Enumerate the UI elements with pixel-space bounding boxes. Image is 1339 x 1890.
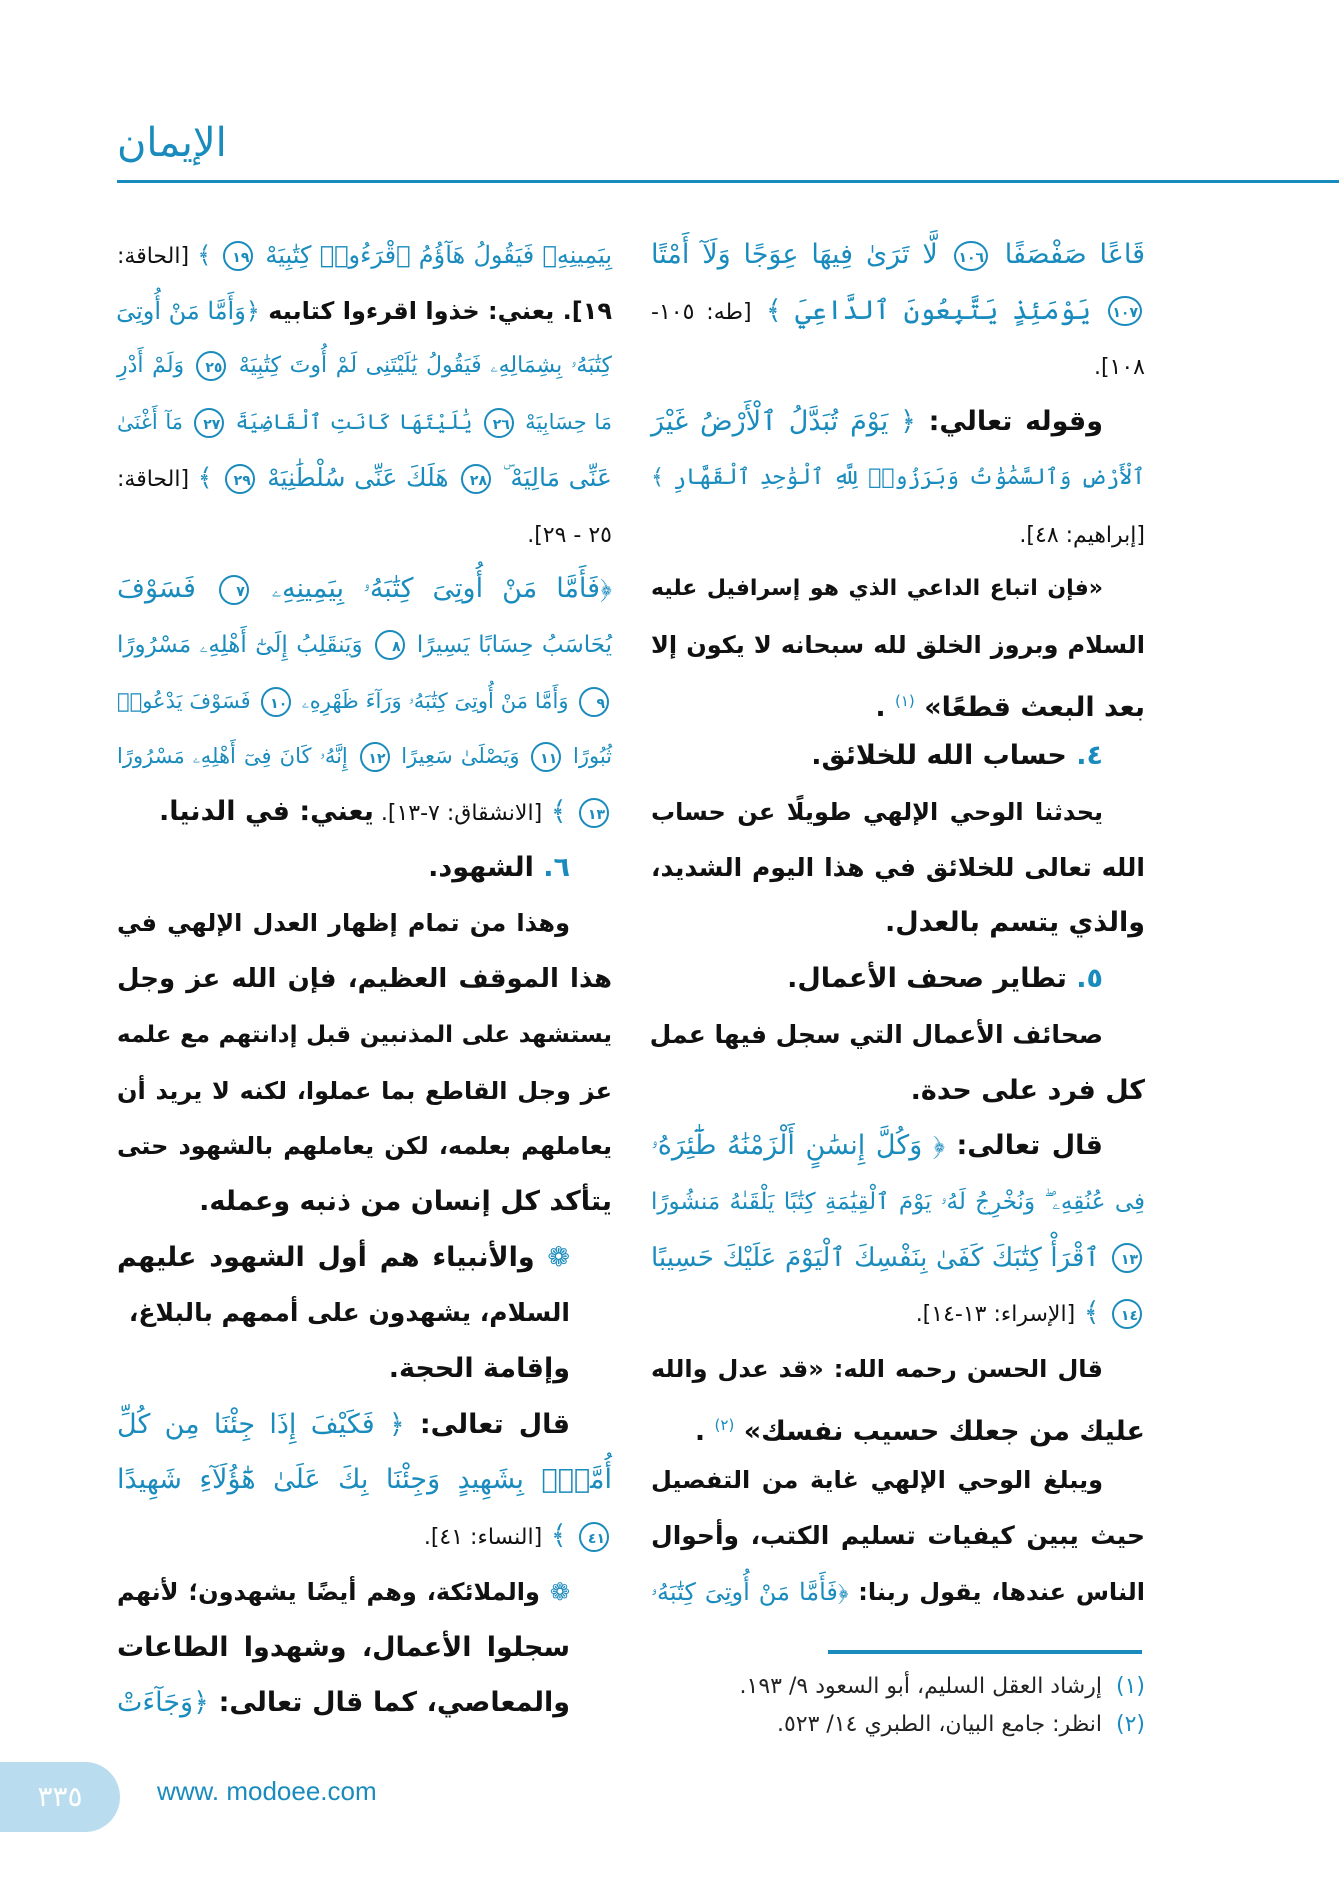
quran-verse-text: قَاعًا صَفْصَفًا xyxy=(1004,239,1145,270)
quran-verse-text: ﴾ xyxy=(189,241,212,269)
ayah-number-marker: ١٩ xyxy=(223,241,253,271)
footnote-marker: (١) xyxy=(895,691,915,710)
text-line xyxy=(651,954,1145,1004)
body-text: يعني: في الدنيا. xyxy=(159,796,374,827)
body-text: هذا الموقف العظيم، فإن الله عز وجل xyxy=(117,964,612,995)
ayah-number-marker: ٧ xyxy=(219,575,249,605)
text-line xyxy=(117,1010,612,1060)
body-text: وهذا من تمام إظهار العدل الإلهي في xyxy=(117,909,570,938)
text-line xyxy=(651,898,1145,948)
footnote-number: (١) xyxy=(1115,1674,1145,1699)
text-line xyxy=(117,898,612,948)
body-text: يتأكد كل إنسان من ذنبه وعمله. xyxy=(199,1185,612,1217)
text-line xyxy=(651,1066,1145,1116)
text-line xyxy=(651,397,1145,447)
quran-verse-text: ﴿فَأَمَّا مَنْ أُوتِىَ كِتَٰبَهُۥ xyxy=(651,1577,849,1606)
text-line xyxy=(117,676,612,726)
quran-verse-text: ٱقْرَأْ كِتَٰبَكَ كَفَىٰ بِنَفْسِكَ ٱلْيَوْمَ عَلَيْكَ حَسِيبًا xyxy=(651,1242,1100,1273)
text-line xyxy=(651,1121,1145,1171)
text-line xyxy=(651,1511,1145,1561)
footnote-text: انظر: جامع البيان، الطبري ١٤/ ٥٢٣. xyxy=(776,1712,1102,1737)
text-line xyxy=(117,1066,612,1116)
ayah-number-marker: ١٣ xyxy=(1112,1243,1142,1273)
text-line xyxy=(117,843,612,893)
text-line xyxy=(117,954,612,1004)
quran-verse-text: مَا حِسَابِيَهْ xyxy=(525,410,613,435)
text-line xyxy=(117,1177,612,1227)
quran-verse-text: بِيَمِينِهِۦ فَيَقُولُ هَآؤُمُ ٱقْرَءُوا۟ كِتَٰبِيَهْ xyxy=(265,241,612,269)
text-line xyxy=(117,509,612,559)
text-line xyxy=(651,1567,1145,1617)
body-text: السلام وبروز الخلق لله سبحانه لا يكون إلا xyxy=(651,630,1145,659)
body-text: قال تعالى: xyxy=(404,1408,570,1440)
text-line xyxy=(117,787,612,837)
quran-verse-text: عَنِّى مَالِيَهْ ۜ xyxy=(503,462,612,492)
body-text: والمعاصي، كما قال تعالى: xyxy=(208,1687,570,1719)
footnote-2 xyxy=(651,1706,1145,1744)
footnote-text: إرشاد العقل السليم، أبو السعود ٩/ ١٩٣. xyxy=(739,1674,1102,1699)
text-line xyxy=(117,230,612,280)
quran-verse-text: وَيَصْلَىٰ سَعِيرًا xyxy=(401,744,520,769)
footnote-divider xyxy=(828,1650,1142,1654)
verse-reference: ١٠٨]. xyxy=(1093,355,1145,381)
quran-verse-text: وَيَنقَلِبُ إِلَىٰٓ أَهْلِهِۦ مَسْرُورًا xyxy=(117,631,363,658)
ayah-number-marker: ١٤ xyxy=(1112,1299,1142,1329)
verse-reference: [الانشقاق: ٧-١٣]. xyxy=(373,801,543,826)
list-marker: ❁ xyxy=(539,1577,570,1606)
body-text: كل فرد على حدة. xyxy=(910,1074,1145,1106)
body-text: حيث يبين كيفيات تسليم الكتب، وأحوال xyxy=(651,1521,1145,1551)
ayah-number-marker: ١٠ xyxy=(261,687,291,717)
text-line xyxy=(651,676,1145,726)
quran-verse-text: ﴿وَأَمَّا مَنْ أُوتِىَ xyxy=(116,296,260,325)
ayah-number-marker: ١١ xyxy=(531,742,561,772)
text-line xyxy=(117,731,612,781)
quran-verse-text: إِنَّهُۥ كَانَ فِىٓ أَهْلِهِۦ مَسْرُورًا xyxy=(117,744,348,769)
text-line xyxy=(117,1121,612,1171)
quran-verse-text: فَسَوْفَ xyxy=(117,573,196,605)
verse-reference: [إبراهيم: ٤٨]. xyxy=(1019,522,1145,548)
quran-verse-text: فِى عُنُقِهِۦ ۖ وَنُخْرِجُ لَهُۥ يَوْمَ ٱلْقِيَٰمَةِ كِتَٰبًا يَلْقَىٰهُ مَنشُورًا xyxy=(651,1188,1145,1215)
quran-verse-text: هَلَكَ عَنِّى سُلْطَٰنِيَهْ xyxy=(267,462,449,492)
quran-verse-text: ﴿ يَوْمَ تُبَدَّلُ ٱلْأَرْضُ غَيْرَ xyxy=(651,406,916,438)
ayah-number-marker: ٢٨ xyxy=(461,464,491,494)
verse-reference: [الإسراء: ١٣-١٤]. xyxy=(915,1302,1076,1328)
body-text: عز وجل القاطع بما عملوا، لكنه لا يريد أن xyxy=(117,1076,612,1105)
quran-verse-text: كِتَٰبَهُۥ بِشِمَالِهِۦ فَيَقُولُ يَٰلَيْتَنِى لَمْ أُوتَ كِتَٰبِيَهْ xyxy=(238,353,612,379)
quran-verse-text: فَسَوْفَ يَدْعُوا۟ xyxy=(117,688,251,713)
text-line xyxy=(651,787,1145,837)
ayah-number-marker: ١٢ xyxy=(360,742,390,772)
ayah-number-marker: ٢٦ xyxy=(484,408,514,438)
quran-verse-text: ﴾ xyxy=(542,1520,567,1552)
verse-reference: [طه: ١٠٥- xyxy=(651,299,752,325)
text-line xyxy=(651,509,1145,559)
body-text: السلام، يشهدون على أممهم بالبلاغ، xyxy=(128,1298,570,1328)
chapter-title: الإيمان xyxy=(117,120,227,166)
text-line xyxy=(651,1400,1145,1450)
website-link[interactable]: www. modoee.com xyxy=(157,1776,377,1806)
ayah-number-marker: ١٠٦ xyxy=(954,241,988,271)
quran-verse-text: يَوْمَئِذٍ يَتَّبِعُونَ ٱلدَّاعِيَ ﴾ xyxy=(765,294,1092,326)
ayah-number-marker: ٢٧ xyxy=(194,408,224,438)
quran-verse-text: مَآ أَغْنَىٰ xyxy=(117,410,183,435)
footnotes xyxy=(651,1668,1145,1744)
body-text: عليك من جعلك حسيب نفسك» xyxy=(743,1415,1145,1447)
body-text: «فإن اتباع الداعي الذي هو إسرافيل عليه xyxy=(651,576,1103,602)
body-text: والذي يتسم بالعدل. xyxy=(884,907,1145,939)
body-text: الشهود. xyxy=(428,851,534,883)
list-marker: ❁ xyxy=(534,1241,570,1273)
text-line xyxy=(651,1177,1145,1227)
body-text: وقوله تعالي: xyxy=(915,406,1103,438)
body-text: ١٩]. يعني: خذوا اقرءوا كتابيه xyxy=(259,296,612,325)
body-text: يعاملهم بعلمه، لكن يعاملهم بالشهود حتى xyxy=(117,1132,612,1161)
text-line xyxy=(651,286,1145,336)
body-text: بعد البعث قطعًا» xyxy=(924,691,1145,723)
text-line xyxy=(651,620,1145,670)
ayah-number-marker: ٩ xyxy=(579,687,609,717)
body-text: صحائف الأعمال التي سجل فيها عمل xyxy=(649,1019,1103,1049)
body-text: قال تعالى: xyxy=(944,1130,1103,1162)
text-line xyxy=(117,564,612,614)
text-line xyxy=(651,731,1145,781)
quran-verse-text: أُمَّةٍۭ بِشَهِيدٍ وَجِئْنَا بِكَ عَلَىٰ هَٰٓؤُلَآءِ شَهِيدًا xyxy=(117,1464,612,1496)
ayah-number-marker: ٢٩ xyxy=(225,464,255,494)
body-text: يحدثنا الوحي الإلهي طويلًا عن حساب xyxy=(651,798,1103,826)
body-text: يستشهد على المذنبين قبل إدانتهم مع علمه xyxy=(117,1021,612,1048)
quran-verse-text: ﴾ xyxy=(1075,1297,1100,1329)
verse-reference: [الحاقة: xyxy=(117,244,190,269)
text-line xyxy=(117,1623,612,1673)
text-line xyxy=(117,620,612,670)
quran-verse-text: ثُبُورًا xyxy=(573,744,613,769)
body-text: والأنبياء هم أول الشهود عليهم xyxy=(117,1241,535,1273)
quran-verse-text: ﴿ فَكَيْفَ إِذَا جِئْنَا مِن كُلِّ xyxy=(117,1408,405,1440)
body-text: الناس عندها، يقول ربنا: xyxy=(848,1577,1145,1606)
text-line xyxy=(117,1233,612,1283)
body-text: الله تعالى للخلائق في هذا اليوم الشديد، xyxy=(651,852,1145,882)
text-line xyxy=(651,1344,1145,1394)
text-line xyxy=(651,843,1145,893)
quran-verse-text: يَٰلَيْتَهَا كَانَتِ ٱلْقَاضِيَةَ xyxy=(235,410,473,435)
footnote-marker: (٢) xyxy=(714,1415,735,1434)
body-text: . xyxy=(694,1415,706,1447)
text-line xyxy=(117,1678,612,1728)
text-line xyxy=(651,1233,1145,1283)
text-line xyxy=(651,230,1145,280)
quran-verse-text: ﴾ xyxy=(189,462,213,492)
ayah-number-marker: ٨ xyxy=(375,630,405,660)
header-rule xyxy=(117,180,1339,183)
text-line xyxy=(651,1010,1145,1060)
body-text: وإقامة الحجة. xyxy=(388,1353,570,1384)
text-line xyxy=(651,564,1145,614)
text-line xyxy=(117,1567,612,1617)
text-line xyxy=(117,341,612,391)
list-marker: ٤. xyxy=(1066,740,1103,772)
ayah-number-marker: ١٠٧ xyxy=(1108,296,1142,326)
quran-verse-text: ﴿فَأَمَّا مَنْ أُوتِىَ كِتَٰبَهُۥ بِيَمِينِهِۦ xyxy=(271,573,612,605)
text-line xyxy=(117,1455,612,1505)
text-line xyxy=(651,1288,1145,1338)
quran-verse-text: وَأَمَّا مَنْ أُوتِىَ كِتَٰبَهُۥ وَرَآءَ ظَهْرِهِۦ xyxy=(301,688,569,713)
footnote-1 xyxy=(651,1668,1145,1706)
body-text: ويبلغ الوحي الإلهي غاية من التفصيل xyxy=(651,1466,1103,1495)
list-marker: ٦. xyxy=(533,851,570,883)
ayah-number-marker: ١٣ xyxy=(579,798,609,828)
quran-verse-text: ﴾ xyxy=(542,796,567,827)
text-line xyxy=(651,341,1145,391)
quran-verse-text: ٱلْأَرْضِ وَٱلسَّمَٰوَٰتُ وَبَرَزُوا۟ لِلَّهِ ٱلْوَٰحِدِ ٱلْقَهَّارِ ﴾ xyxy=(651,464,1145,490)
text-line xyxy=(117,286,612,336)
body-text: تطاير صحف الأعمال. xyxy=(787,963,1067,995)
text-line xyxy=(651,453,1145,503)
text-line xyxy=(117,1344,612,1394)
verse-reference: [الحاقة: xyxy=(117,466,190,492)
text-line xyxy=(117,453,612,503)
text-line xyxy=(651,1455,1145,1505)
body-text: حساب الله للخلائق. xyxy=(811,740,1067,772)
quran-verse-text: يُحَاسَبُ حِسَابًا يَسِيرًا xyxy=(416,631,612,658)
body-text: سجلوا الأعمال، وشهدوا الطاعات xyxy=(117,1631,570,1663)
text-line xyxy=(117,1511,612,1561)
quran-verse-text: وَلَمْ أَدْرِ xyxy=(117,353,185,379)
quran-verse-text: لَّا تَرَىٰ فِيهَا عِوَجًا وَلَآ أَمْتًا xyxy=(651,239,938,270)
quran-verse-text: ﴿وَجَآءَتْ xyxy=(117,1687,209,1719)
text-line xyxy=(117,397,612,447)
text-line xyxy=(117,1400,612,1450)
ayah-number-marker: ٤١ xyxy=(579,1522,609,1552)
verse-reference: [النساء: ٤١]. xyxy=(423,1525,543,1551)
verse-reference: ٢٥ - ٢٩]. xyxy=(527,522,612,548)
body-text: قال الحسن رحمه الله: «قد عدل والله xyxy=(651,1355,1103,1383)
text-line xyxy=(117,1288,612,1338)
body-text: والملائكة، وهم أيضًا يشهدون؛ لأنهم xyxy=(117,1577,540,1606)
list-marker: ٥. xyxy=(1066,963,1103,995)
ayah-number-marker: ٢٥ xyxy=(196,351,226,381)
page-number-badge: ٣٣٥ xyxy=(0,1762,120,1832)
body-text: . xyxy=(875,691,886,723)
footnote-number: (٢) xyxy=(1115,1712,1145,1737)
quran-verse-text: ﴿ وَكُلَّ إِنسَٰنٍ أَلْزَمْنَٰهُ طَٰٓئِرَهُۥ xyxy=(651,1130,945,1162)
